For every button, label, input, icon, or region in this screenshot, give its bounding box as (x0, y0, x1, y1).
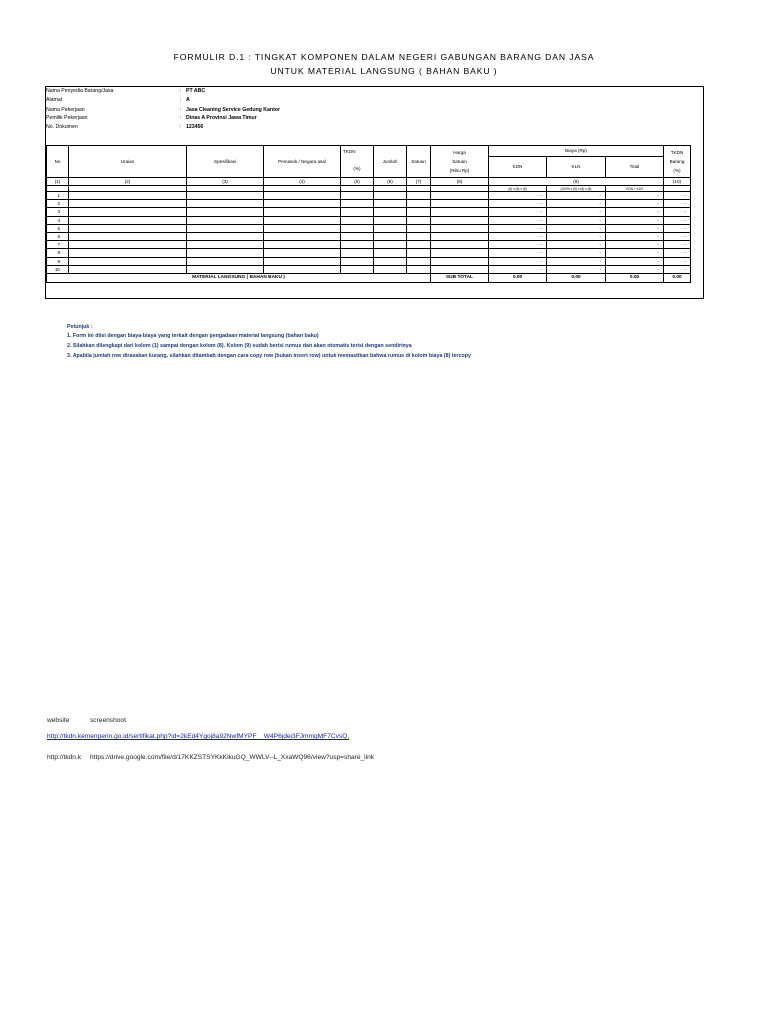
tkdn-barang-cell[interactable]: - (664, 257, 691, 265)
kln-cell[interactable]: - (547, 208, 606, 216)
spesifikasi-cell[interactable] (187, 208, 264, 216)
tkdn-cell[interactable] (341, 200, 374, 208)
satuan-cell[interactable] (407, 192, 431, 200)
harga-cell[interactable] (431, 200, 489, 208)
kdn-cell[interactable]: - (489, 265, 547, 273)
col-number: (2) (69, 178, 187, 186)
header-biaya-subcols (489, 157, 663, 177)
table-row (47, 232, 691, 240)
total-cell[interactable]: - (606, 216, 664, 224)
info-label: Pemilik Pekerjaan (46, 115, 88, 121)
tkdn-cell[interactable] (341, 265, 374, 273)
tkdn-cell[interactable] (341, 257, 374, 265)
pemasok-cell[interactable] (264, 216, 341, 224)
spesifikasi-cell[interactable] (187, 224, 264, 232)
spesifikasi-cell[interactable] (187, 241, 264, 249)
instruction-item: 3. Apabila jumlah row dirasakan kurang, silahkan ditambah dengan cara copy row (bukan insert row) untuk memastikan bahwa rumus di kolom biaya (8) tercopy (67, 353, 471, 359)
table-row (47, 208, 691, 216)
total-cell[interactable]: - (606, 265, 664, 273)
col-number: (1) (47, 178, 69, 186)
jumlah-cell[interactable] (374, 200, 407, 208)
header-tkdn-label: TKDN (343, 149, 356, 154)
jumlah-cell[interactable] (374, 192, 407, 200)
row-no[interactable]: 9 (47, 257, 69, 265)
satuan-cell[interactable] (407, 216, 431, 224)
kdn-cell[interactable]: - (489, 224, 547, 232)
info-label: Alamat (46, 97, 63, 103)
instruction-item: 2. Silahkan dilengkapi dari kolom (1) sampai dengan kolom (8). Kolom (9) sudah berisi rumus dan akan otomatis terisi dengan sendirinya (67, 343, 412, 349)
kln-cell[interactable]: - (547, 200, 606, 208)
tkdn-barang-cell[interactable]: - (664, 200, 691, 208)
uraian-cell[interactable] (69, 257, 187, 265)
subtotal-label: MATERIAL LANGSUNG ( BAHAN BAKU ) (47, 273, 431, 282)
pemasok-cell[interactable] (264, 257, 341, 265)
kln-cell[interactable]: - (547, 249, 606, 257)
formula-kln: (100% x (5) x (6) x (8) (547, 186, 606, 192)
tkdn-cell[interactable] (341, 249, 374, 257)
spesifikasi-cell[interactable] (187, 216, 264, 224)
header-biaya-group (489, 146, 664, 178)
kdn-cell[interactable]: - (489, 208, 547, 216)
info-value: Jasa Cleaning Service Gedung Kantor (186, 107, 280, 113)
jumlah-cell[interactable] (374, 241, 407, 249)
kln-cell[interactable]: - (547, 216, 606, 224)
col-number: (10) (664, 178, 691, 186)
uraian-cell[interactable] (69, 249, 187, 257)
drive-link: https://drive.google.com/file/d/17KKZSTSYKkKikuGQ_WWLV--L_XxaWQ96/view?usp=share_link (90, 754, 375, 761)
row-no[interactable]: 2 (47, 200, 69, 208)
harga-cell[interactable] (431, 249, 489, 257)
info-separator: : (180, 97, 182, 103)
header-tkdn-barang-line2: Barang (669, 159, 685, 164)
tkdn-link-truncated: http://tkdn.k (47, 754, 82, 761)
col-number: (9) (489, 178, 664, 186)
pemasok-cell[interactable] (264, 224, 341, 232)
subtotal-row (47, 273, 691, 282)
formula-kdn: (6) x (8) x (5) (489, 186, 547, 192)
website-label: website (47, 717, 70, 724)
info-separator: : (180, 88, 182, 94)
tkdn-barang-cell[interactable]: - (664, 192, 691, 200)
info-label: Nama Penyedia Barang/Jasa (46, 88, 114, 94)
col-number: (7) (407, 178, 431, 186)
harga-cell[interactable] (431, 232, 489, 240)
header-biaya: Biaya (Rp) (489, 146, 663, 157)
satuan-cell[interactable] (407, 224, 431, 232)
satuan-cell[interactable] (407, 249, 431, 257)
header-tkdn-barang-line3: (%) (673, 168, 681, 173)
col-number: (8) (431, 178, 489, 186)
spesifikasi-cell[interactable] (187, 257, 264, 265)
header-harga-line3: (Ribu Rp) (449, 168, 470, 173)
table-row (47, 216, 691, 224)
header-no: No (47, 146, 69, 178)
jumlah-cell[interactable] (374, 249, 407, 257)
tkdn-barang-cell[interactable]: - (664, 232, 691, 240)
spesifikasi-cell[interactable] (187, 232, 264, 240)
uraian-cell[interactable] (69, 208, 187, 216)
harga-cell[interactable] (431, 257, 489, 265)
formula-total: KDN + KLN (606, 186, 664, 192)
row-no[interactable]: 10 (47, 265, 69, 273)
info-label: Nama Pekerjaan (46, 107, 85, 113)
jumlah-cell[interactable] (374, 257, 407, 265)
header-tkdn-unit: (%) (353, 166, 361, 171)
tkdn-cell[interactable] (341, 241, 374, 249)
tkdn-barang-cell[interactable]: - (664, 208, 691, 216)
header-kln: KLN (547, 157, 606, 177)
tkdn-cell[interactable] (341, 216, 374, 224)
table-row (47, 224, 691, 232)
pemasok-cell[interactable] (264, 241, 341, 249)
header-satuan: Satuan (407, 146, 431, 178)
satuan-cell[interactable] (407, 265, 431, 273)
header-harga-line2: Satuan (452, 159, 467, 164)
row-no[interactable]: 3 (47, 208, 69, 216)
tkdn-cell[interactable] (341, 192, 374, 200)
tkdn-barang-cell[interactable]: - (664, 216, 691, 224)
kdn-cell[interactable]: - (489, 200, 547, 208)
header-pemasok: Pemasok / Negara asal (264, 146, 341, 178)
jumlah-cell[interactable] (374, 216, 407, 224)
header-total: Total (629, 164, 640, 169)
kln-cell[interactable]: - (547, 224, 606, 232)
header-spesifikasi: Spesifikasi (187, 146, 264, 178)
row-no[interactable]: 6 (47, 232, 69, 240)
subtotal-title: SUB TOTAL (431, 273, 489, 282)
pemasok-cell[interactable] (264, 200, 341, 208)
header-uraian: Uraian (69, 146, 187, 178)
table-body (47, 192, 691, 274)
satuan-cell[interactable] (407, 208, 431, 216)
info-separator: : (180, 107, 182, 113)
harga-cell[interactable] (431, 241, 489, 249)
tkdn-barang-cell[interactable]: - (664, 241, 691, 249)
instructions (67, 322, 471, 361)
spesifikasi-cell[interactable] (187, 192, 264, 200)
pemasok-cell[interactable] (264, 265, 341, 273)
tkdn-barang-cell[interactable]: - (664, 249, 691, 257)
total-cell[interactable]: - (606, 224, 664, 232)
kdn-cell[interactable]: - (489, 192, 547, 200)
uraian-cell[interactable] (69, 232, 187, 240)
jumlah-cell[interactable] (374, 208, 407, 216)
satuan-cell[interactable] (407, 232, 431, 240)
jumlah-cell[interactable] (374, 224, 407, 232)
uraian-cell[interactable] (69, 241, 187, 249)
table-row (47, 241, 691, 249)
info-value: PT ABC (186, 88, 206, 94)
header-harga (431, 146, 489, 178)
kdn-cell[interactable]: - (489, 249, 547, 257)
pemasok-cell[interactable] (264, 249, 341, 257)
column-number-row (47, 178, 691, 186)
info-separator: : (180, 115, 182, 121)
spesifikasi-cell[interactable] (187, 249, 264, 257)
table-row (47, 200, 691, 208)
tkdn-cell[interactable] (341, 208, 374, 216)
info-value: 123456 (186, 124, 204, 130)
pemasok-cell[interactable] (264, 232, 341, 240)
spesifikasi-cell[interactable] (187, 200, 264, 208)
kdn-cell[interactable]: - (489, 232, 547, 240)
header-jumlah: Jumlah (374, 146, 407, 178)
total-cell[interactable]: - (606, 200, 664, 208)
table-header-row (47, 146, 691, 178)
total-cell[interactable]: - (606, 257, 664, 265)
kdn-cell[interactable]: - (489, 241, 547, 249)
col-number: (5) (341, 178, 374, 186)
tkdn-cell[interactable] (341, 232, 374, 240)
tkdn-cell[interactable] (341, 224, 374, 232)
table-row (47, 265, 691, 273)
table-row (47, 257, 691, 265)
row-no[interactable]: 1 (47, 192, 69, 200)
harga-cell[interactable] (431, 208, 489, 216)
row-no[interactable]: 8 (47, 249, 69, 257)
instructions-heading: Petunjuk : (67, 324, 93, 330)
total-cell[interactable]: - (606, 249, 664, 257)
col-number: (6) (374, 178, 407, 186)
header-kdn: KDN (489, 157, 547, 177)
satuan-cell[interactable] (407, 200, 431, 208)
subtotal-total: 0.00 (606, 273, 664, 282)
harga-cell[interactable] (431, 192, 489, 200)
row-no[interactable]: 5 (47, 224, 69, 232)
total-cell[interactable]: - (606, 208, 664, 216)
table-row (47, 249, 691, 257)
uraian-cell[interactable] (69, 192, 187, 200)
subtotal-kdn: 0.00 (489, 273, 547, 282)
harga-cell[interactable] (431, 224, 489, 232)
certificate-link[interactable]: http://tkdn.kemenperin.go.id/sertifikat.php?id=2kEd4Ygoj8a92NwfMYPF__W4P6jdei3FJmmgMF7CvsQ, (47, 733, 350, 740)
header-tkdn (341, 146, 374, 178)
form-title: FORMULIR D.1 : TINGKAT KOMPONEN DALAM NEGERI GABUNGAN BARANG DAN JASA (173, 52, 595, 62)
jumlah-cell[interactable] (374, 232, 407, 240)
pemasok-cell[interactable] (264, 208, 341, 216)
total-cell[interactable]: - (606, 192, 664, 200)
kln-cell[interactable]: - (547, 265, 606, 273)
kdn-cell[interactable]: - (489, 257, 547, 265)
uraian-cell[interactable] (69, 265, 187, 273)
pemasok-cell[interactable] (264, 192, 341, 200)
tkdn-barang-cell[interactable]: - (664, 224, 691, 232)
info-label: No. Dokumen (46, 124, 78, 130)
info-value: A (186, 97, 190, 103)
jumlah-cell[interactable] (374, 265, 407, 273)
info-value: Dinas A Provinsi Jawa Timur (186, 115, 257, 121)
header-tkdn-barang-line1: TKDN (670, 150, 684, 155)
header-tkdn-barang (664, 146, 691, 178)
material-table (46, 145, 691, 283)
screenshot-label: screenshoot (90, 717, 126, 724)
satuan-cell[interactable] (407, 257, 431, 265)
uraian-cell[interactable] (69, 224, 187, 232)
form-subtitle: UNTUK MATERIAL LANGSUNG ( BAHAN BAKU ) (270, 66, 498, 76)
table-row (47, 192, 691, 200)
satuan-cell[interactable] (407, 241, 431, 249)
spesifikasi-cell[interactable] (187, 265, 264, 273)
instruction-item: 1. Form ini diisi dengan biaya-biaya yang terkait dengan pengadaan material langsung (bahan baku) (67, 333, 319, 339)
kdn-cell[interactable]: - (489, 216, 547, 224)
tkdn-barang-cell[interactable]: - (664, 265, 691, 273)
total-cell[interactable]: - (606, 232, 664, 240)
uraian-cell[interactable] (69, 200, 187, 208)
kln-cell[interactable]: - (547, 241, 606, 249)
row-no[interactable]: 7 (47, 241, 69, 249)
info-separator: : (180, 124, 182, 130)
uraian-cell[interactable] (69, 216, 187, 224)
header-harga-line1: Harga (453, 150, 466, 155)
subtotal-tkdn: 0.00 (664, 273, 691, 282)
kln-cell[interactable]: - (547, 232, 606, 240)
harga-cell[interactable] (431, 216, 489, 224)
harga-cell[interactable] (431, 265, 489, 273)
kln-cell[interactable]: - (547, 257, 606, 265)
col-number: (3) (187, 178, 264, 186)
col-number: (4) (264, 178, 341, 186)
total-cell[interactable]: - (606, 241, 664, 249)
row-no[interactable]: 4 (47, 216, 69, 224)
subtotal-kln: 0.00 (547, 273, 606, 282)
kln-cell[interactable]: - (547, 192, 606, 200)
